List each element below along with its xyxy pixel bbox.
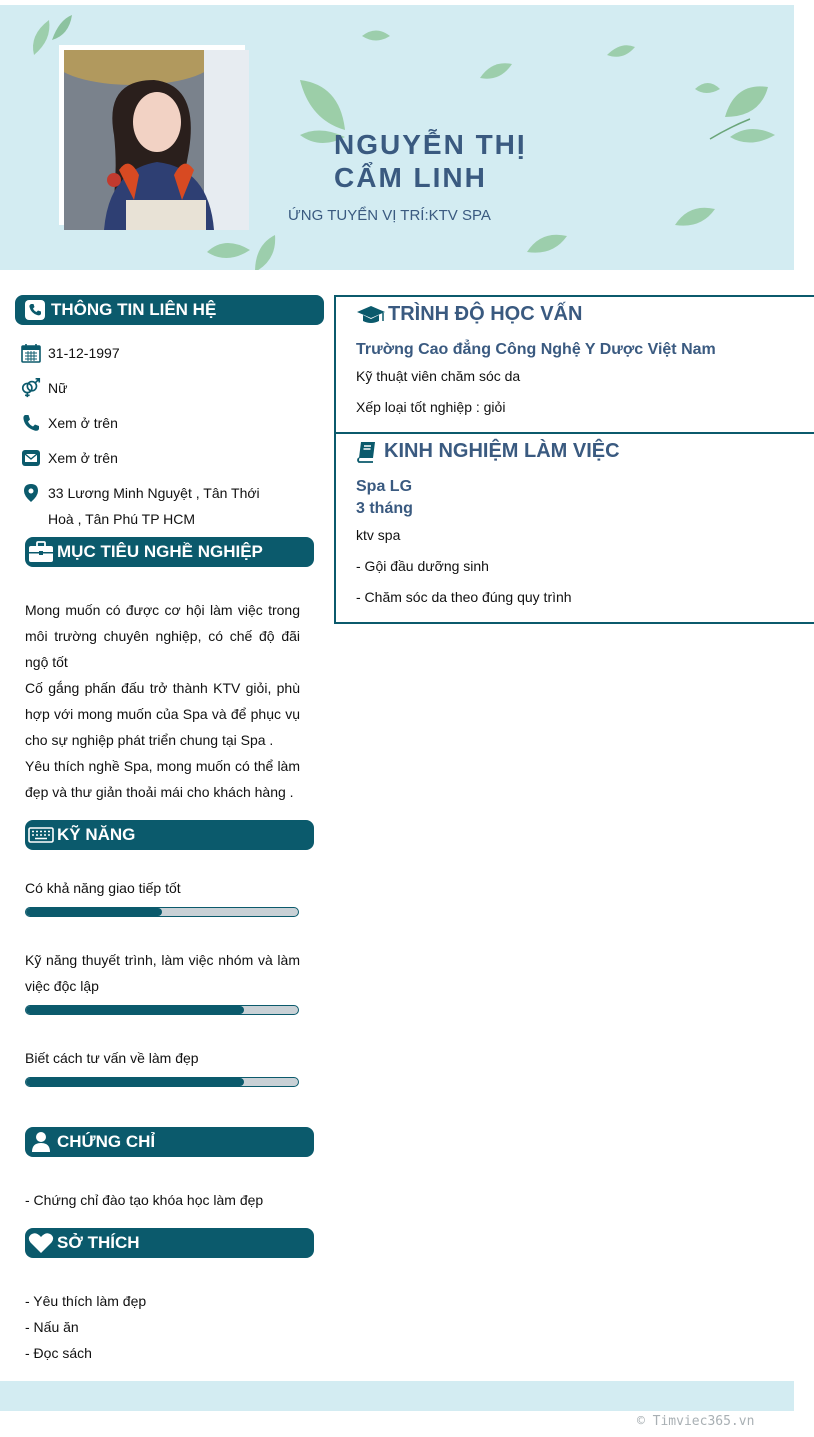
certificate-item: - Chứng chỉ đào tạo khóa học làm đẹp	[25, 1192, 264, 1208]
contact-address	[20, 480, 260, 532]
hobby-item: - Yêu thích làm đẹp	[25, 1293, 147, 1309]
experience-section-title: KINH NGHIỆM LÀM VIỆC	[384, 440, 620, 462]
major: Kỹ thuật viên chăm sóc da	[356, 368, 521, 384]
objective-text	[25, 597, 300, 805]
objective-section-header	[25, 537, 314, 567]
skills-section-title: KỸ NĂNG	[57, 825, 136, 844]
contact-phone	[20, 410, 118, 436]
hobby-item: - Nấu ăn	[25, 1319, 79, 1335]
graduation-cap-icon	[356, 304, 386, 326]
skill-label: Có khả năng giao tiếp tốt	[25, 880, 181, 896]
leaf-decoration-icon	[360, 27, 392, 45]
profile-photo	[64, 50, 249, 230]
skill-label	[25, 947, 300, 999]
leaf-decoration-icon	[605, 43, 637, 61]
skill-bar-fill	[26, 1006, 244, 1014]
hobbies-section-title: SỞ THÍCH	[57, 1233, 140, 1252]
phone-value: Xem ở trên	[48, 415, 118, 431]
education-section	[334, 295, 814, 434]
skill-bar-fill	[26, 908, 162, 916]
applied-position: ỨNG TUYỂN VỊ TRÍ:KTV SPA	[288, 207, 491, 224]
skill-label: Biết cách tư vấn về làm đẹp	[25, 1050, 199, 1066]
phone-icon	[21, 298, 49, 322]
hobbies-section-header	[25, 1228, 314, 1258]
job-task: - Chăm sóc da theo đúng quy trình	[356, 589, 572, 605]
skill-bar	[25, 1005, 299, 1015]
leaf-decoration-icon	[478, 60, 514, 82]
certificates-section-title: CHỨNG CHỈ	[57, 1132, 156, 1151]
school-name: Trường Cao đẳng Công Nghệ Y Dược Việt Nam	[356, 341, 716, 358]
hobby-item: - Đọc sách	[25, 1345, 92, 1361]
phone-icon	[20, 412, 42, 434]
leaf-decoration-icon	[690, 77, 780, 152]
leaf-decoration-icon	[673, 203, 717, 229]
objective-line: hợp với mong muốn của Spa và để phục vụ	[25, 706, 300, 722]
contact-birthday	[20, 340, 120, 366]
contact-gender	[20, 375, 67, 401]
leaf-decoration-icon	[525, 230, 569, 256]
briefcase-icon	[27, 540, 55, 564]
education-section-title: TRÌNH ĐỘ HỌC VẤN	[388, 303, 583, 325]
map-marker-icon	[20, 482, 42, 504]
graduation-grade: Xếp loại tốt nghiệp : giỏi	[356, 399, 506, 415]
objective-line: ngộ tốt	[25, 654, 68, 670]
birthday-value: 31-12-1997	[48, 345, 120, 361]
keyboard-icon	[27, 823, 55, 847]
gender-value: Nữ	[48, 380, 68, 396]
experience-section-header	[356, 440, 620, 463]
education-section-header	[356, 303, 582, 326]
objective-line: Yêu thích nghề Spa, mong muốn có thể làm	[25, 758, 300, 774]
copyright-text: © Timviec365.vn	[637, 1414, 755, 1429]
contact-section-title: THÔNG TIN LIÊN HỆ	[51, 300, 217, 319]
objective-line: môi trường chuyên nghiệp, có chế độ đãi	[25, 628, 300, 644]
objective-section-title: MỤC TIÊU NGHỀ NGHIỆP	[57, 542, 263, 561]
job-task: - Gội đầu dưỡng sinh	[356, 558, 489, 574]
email-value: Xem ở trên	[48, 450, 118, 466]
contact-section-header	[15, 295, 324, 325]
book-icon	[356, 441, 376, 463]
objective-line: Mong muốn có được cơ hội làm việc trong	[25, 602, 300, 618]
work-duration: 3 tháng	[356, 500, 413, 517]
company-name: Spa LG	[356, 478, 413, 495]
gender-icon	[20, 377, 42, 399]
address-line2: Hoà , Tân Phú TP HCM	[48, 511, 196, 527]
objective-line: đẹp và thư giản thoải mái cho khách hàng .	[25, 784, 294, 800]
heart-icon	[27, 1231, 55, 1255]
skill-label-line: việc độc lập	[25, 978, 99, 994]
skill-bar-fill	[26, 1078, 244, 1086]
objective-line: cho sự nghiệp phát triển chung tại Spa .	[25, 732, 274, 748]
envelope-icon	[20, 447, 42, 469]
certificates-section-header	[25, 1127, 314, 1157]
footer-bar	[0, 1381, 794, 1411]
hobbies-list	[25, 1288, 146, 1366]
candidate-name-line1: NGUYỄN THỊ	[334, 129, 527, 160]
skill-bar	[25, 907, 299, 917]
experience-section	[334, 432, 814, 624]
leaf-decoration-icon	[205, 230, 280, 270]
objective-line: Cố gắng phấn đấu trở thành KTV giỏi, phù	[25, 680, 300, 696]
address-line1: 33 Lương Minh Nguyệt , Tân Thới	[48, 485, 260, 501]
skills-section-header	[25, 820, 314, 850]
job-role: ktv spa	[356, 527, 401, 543]
calendar-icon	[20, 342, 42, 364]
contact-email	[20, 445, 118, 471]
skill-label-line: Kỹ năng thuyết trình, làm việc nhóm và làm	[25, 952, 300, 968]
skill-bar	[25, 1077, 299, 1087]
candidate-name-line2: CẨM LINH	[334, 162, 487, 193]
candidate-name	[334, 128, 527, 194]
user-icon	[27, 1130, 55, 1154]
